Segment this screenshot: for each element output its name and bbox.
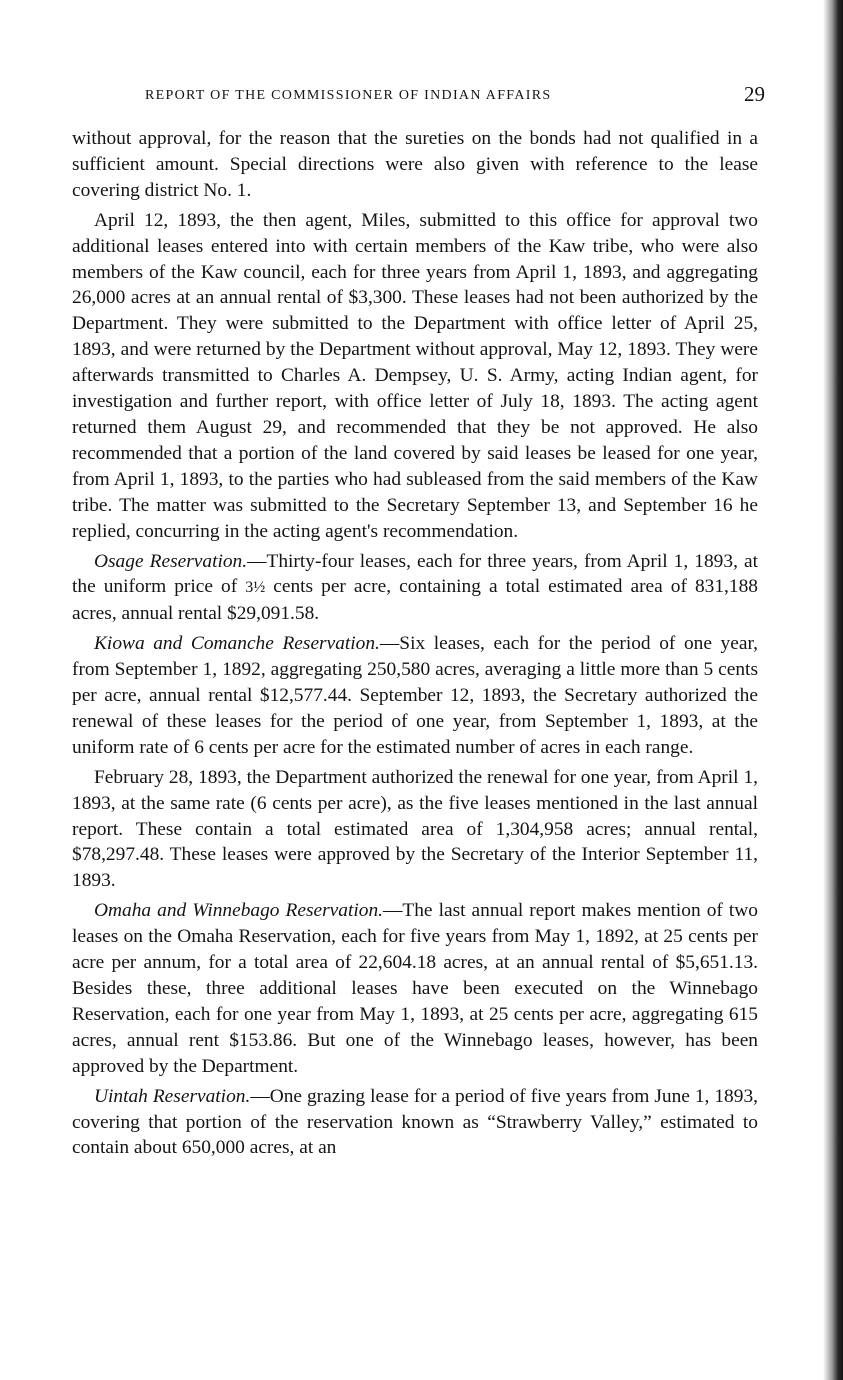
- paragraph-text: April 12, 1893, the then agent, Miles, submitted to this office for approval two additional leases entered into with certain members of the Kaw tribe, who were also members of the Kaw council, each for three years from April 1, 1893, and aggregating 26,000 acres at an annual rental of $3,300. These leases had not been authorized by the Department. They were submitted to the Department with office letter of April 25, 1893, and were returned by the Department without approval, May 12, 1893. They were afterwards transmitted to Charles A. Dempsey, U. S. Army, acting Indian agent, for investigation and further report, with office letter of July 18, 1893. The acting agent returned them August 29, and recommended that they be not approved. He also recommended that a portion of the land covered by said leases be leased for one year, from April 1, 1893, to the parties who had subleased from the said members of the Kaw tribe. The matter was submitted to the Secretary September 13, and September 16 he replied, concurring in the acting agent's recommendation.: [72, 209, 758, 542]
- paragraph-text: cents per acre, containing a total estimated area of 831,188 acres, annual rental $29,091.58.: [72, 576, 758, 625]
- paragraph-continued: [72, 126, 758, 204]
- paragraph-kaw-leases: [72, 208, 758, 545]
- fraction: 3½: [245, 579, 266, 597]
- paragraph-kiowa-comanche-reservation: [72, 631, 758, 761]
- paragraph-renewal: [72, 765, 758, 895]
- running-head: [145, 84, 765, 108]
- paragraph-text: without approval, for the reason that the sureties on the bonds had not qualified in a sufficient amount. Special directions were also given with reference to the lease covering district No. 1.: [72, 128, 758, 201]
- paragraph-text: —One grazing lease for a period of five years from June 1, 1893, covering that portion of the reservation known as “Strawberry Valley,” estimated to contain about 650,000 acres, at an: [72, 1085, 758, 1159]
- paragraph-text: February 28, 1893, the Department authorized the renewal for one year, from April 1, 1893, at the same rate (6 cents per acre), as the five leases mentioned in the last annual report. These contain a total estimated area of 1,304,958 acres; annual rental, $78,297.48. These leases were approved by the Secretary of the Interior September 11, 1893.: [72, 766, 758, 892]
- section-heading: Osage Reservation.: [94, 550, 248, 572]
- paragraph-uintah-reservation: [72, 1084, 758, 1162]
- paragraph-text: —The last annual report makes mention of two leases on the Omaha Reservation, each for five years from May 1, 1892, at 25 cents per acre per annum, for a total area of 22,604.18 acres, at an annual rental of $5,651.13. Besides these, three additional leases have been executed on the Winnebago Reservation, each for one year from May 1, 1893, at 25 cents per acre, aggregating 615 acres, annual rent $153.86. But one of the Winnebago leases, however, has been approved by the Department.: [72, 900, 758, 1077]
- running-title: REPORT OF THE COMMISSIONER OF INDIAN AFFAIRS: [145, 88, 552, 103]
- page-edge-shadow: [823, 0, 843, 1380]
- section-heading: Kiowa and Comanche Reservation.: [94, 633, 380, 655]
- section-heading: Uintah Reservation.: [94, 1085, 251, 1107]
- section-heading: Omaha and Winnebago Reservation.: [94, 900, 383, 922]
- paragraph-text: —Six leases, each for the period of one year, from September 1, 1892, aggregating 250,580 acres, averaging a little more than 5 cents per acre, annual rental $12,577.44. September 12, 1893, the Secretary authorized the renewal of these leases for the period of one year, from September 1, 1893, at the uniform rate of 6 cents per acre for the estimated number of acres in each range.: [72, 633, 758, 758]
- body-text: [72, 126, 758, 1165]
- paragraph-osage-reservation: [72, 549, 758, 628]
- paragraph-text: —Thirty-four leases, each for three years, from April 1, 1893, at the uniform price of: [72, 550, 758, 598]
- page-number: 29: [744, 82, 765, 106]
- paragraph-omaha-winnebago-reservation: [72, 898, 758, 1079]
